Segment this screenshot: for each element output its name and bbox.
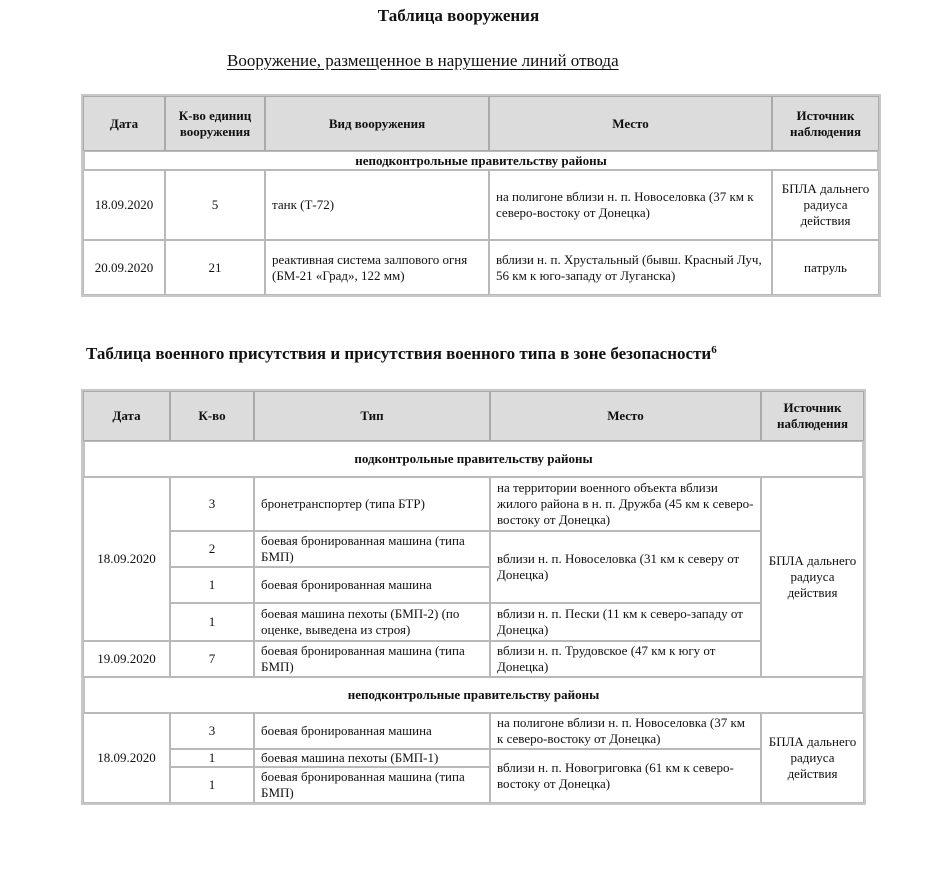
cell-date: 18.09.2020	[83, 170, 165, 240]
cell-type: боевая бронированная машина (типа БМП)	[254, 641, 490, 677]
table1-header-row	[83, 96, 879, 151]
cell-qty: 3	[170, 713, 254, 749]
cell-place: на территории военного объекта вблизи жилого района в н. п. Дружба (45 км к северо-востоку от Донецка)	[490, 477, 761, 531]
table-row	[83, 713, 864, 749]
table1-header-date: Дата	[83, 96, 165, 151]
cell-qty: 1	[170, 767, 254, 803]
cell-type: боевая бронированная машина (типа БМП)	[254, 767, 490, 803]
cell-type: боевая машина пехоты (БМП-1)	[254, 749, 490, 767]
page-title: Таблица вооружения	[377, 6, 540, 25]
table2-section-row	[83, 441, 864, 477]
cell-source: БПЛА дальнего радиуса действия	[761, 477, 864, 677]
cell-date: 18.09.2020	[83, 477, 170, 641]
table2-title	[86, 344, 717, 364]
table1-header-qty: К-во единиц вооружения	[165, 96, 265, 151]
cell-date: 19.09.2020	[83, 641, 170, 677]
table2-header-place: Место	[490, 391, 761, 441]
table2-section-row	[83, 677, 864, 713]
table1-header-type: Вид вооружения	[265, 96, 489, 151]
cell-type: реактивная система залпового огня (БМ-21 «Град», 122 мм)	[265, 240, 489, 295]
table2-header-qty: К-во	[170, 391, 254, 441]
table1-section-row	[83, 151, 879, 170]
weapons-table	[81, 94, 881, 297]
table2-header-source: Источник наблюдения	[761, 391, 864, 441]
section-label: неподконтрольные правительству районы	[83, 151, 879, 170]
cell-type: боевая машина пехоты (БМП-2) (по оценке, выведена из строя)	[254, 603, 490, 641]
table2-header-date: Дата	[83, 391, 170, 441]
cell-date: 20.09.2020	[83, 240, 165, 295]
cell-place: вблизи н. п. Хрустальный (бывш. Красный Луч, 56 км к юго-западу от Луганска)	[489, 240, 772, 295]
cell-qty: 21	[165, 240, 265, 295]
cell-qty: 7	[170, 641, 254, 677]
table2-title-text: Таблица военного присутствия и присутствия военного типа в зоне безопасности	[86, 344, 712, 363]
table1-header-place: Место	[489, 96, 772, 151]
table-row	[83, 603, 864, 641]
cell-qty: 1	[170, 567, 254, 603]
cell-qty: 3	[170, 477, 254, 531]
table2-header-type: Тип	[254, 391, 490, 441]
cell-qty: 2	[170, 531, 254, 567]
cell-place: на полигоне вблизи н. п. Новоселовка (37 км к северо-востоку от Донецка)	[490, 713, 761, 749]
table1-subtitle: Вооружение, размещенное в нарушение линий отвода	[227, 51, 619, 70]
cell-type: боевая бронированная машина (типа БМП)	[254, 531, 490, 567]
table-row	[83, 641, 864, 677]
table1-header-source: Источник наблюдения	[772, 96, 879, 151]
cell-type: танк (Т-72)	[265, 170, 489, 240]
cell-place: вблизи н. п. Новогриговка (61 км к северо-востоку от Донецка)	[490, 749, 761, 803]
table-row	[83, 170, 879, 240]
cell-place: на полигоне вблизи н. п. Новоселовка (37 км к северо-востоку от Донецка)	[489, 170, 772, 240]
section-label: подконтрольные правительству районы	[83, 441, 864, 477]
military-presence-table	[81, 389, 866, 805]
cell-type: бронетранспортер (типа БТР)	[254, 477, 490, 531]
cell-place: вблизи н. п. Новоселовка (31 км к северу от Донецка)	[490, 531, 761, 603]
cell-place: вблизи н. п. Трудовское (47 км к югу от Донецка)	[490, 641, 761, 677]
table-row	[83, 531, 864, 567]
cell-qty: 1	[170, 749, 254, 767]
cell-source: патруль	[772, 240, 879, 295]
cell-type: боевая бронированная машина	[254, 713, 490, 749]
table-row	[83, 477, 864, 531]
cell-qty: 1	[170, 603, 254, 641]
table-row	[83, 749, 864, 767]
cell-source: БПЛА дальнего радиуса действия	[761, 713, 864, 803]
section-label: неподконтрольные правительству районы	[83, 677, 864, 713]
cell-date: 18.09.2020	[83, 713, 170, 803]
cell-qty: 5	[165, 170, 265, 240]
table2-header-row	[83, 391, 864, 441]
table-row	[83, 240, 879, 295]
footnote-marker: 6	[711, 344, 717, 356]
cell-type: боевая бронированная машина	[254, 567, 490, 603]
cell-source: БПЛА дальнего радиуса действия	[772, 170, 879, 240]
cell-place: вблизи н. п. Пески (11 км к северо-западу от Донецка)	[490, 603, 761, 641]
